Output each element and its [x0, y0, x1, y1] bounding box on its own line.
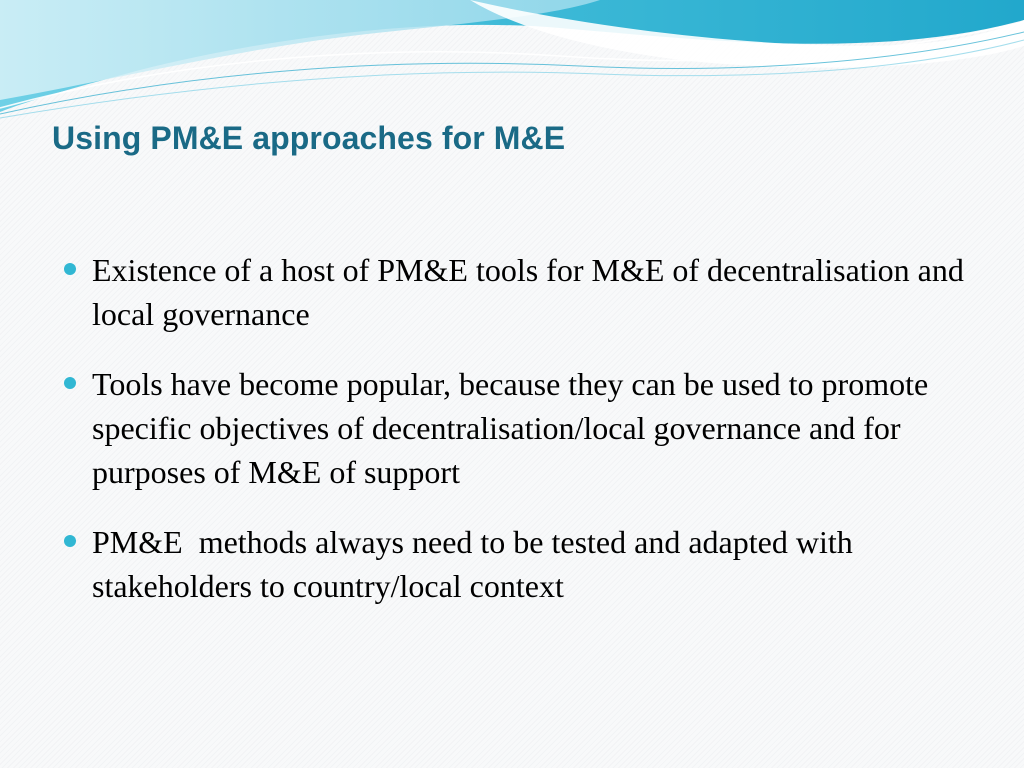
bullet-text: PM&E methods always need to be tested and adapted with stakeholders to country/local context: [92, 524, 861, 604]
bullet-text: Existence of a host of PM&E tools for M&E of decentralisation and local governance: [92, 252, 972, 332]
bullet-item: [62, 520, 967, 608]
header-wave-decoration: [0, 0, 1024, 120]
filled-circle-bullet-icon: [64, 263, 76, 275]
bullet-item: [62, 362, 967, 494]
filled-circle-bullet-icon: [64, 535, 76, 547]
bullet-text: Tools have become popular, because they can be used to promote specific objectives of decentralisation/local governance and for purposes of M&E of support: [92, 366, 937, 490]
filled-circle-bullet-icon: [64, 377, 76, 389]
bullet-list: [62, 248, 972, 634]
slide-title: Using PM&E approaches for M&E: [52, 120, 566, 156]
bullet-item: [62, 248, 972, 336]
